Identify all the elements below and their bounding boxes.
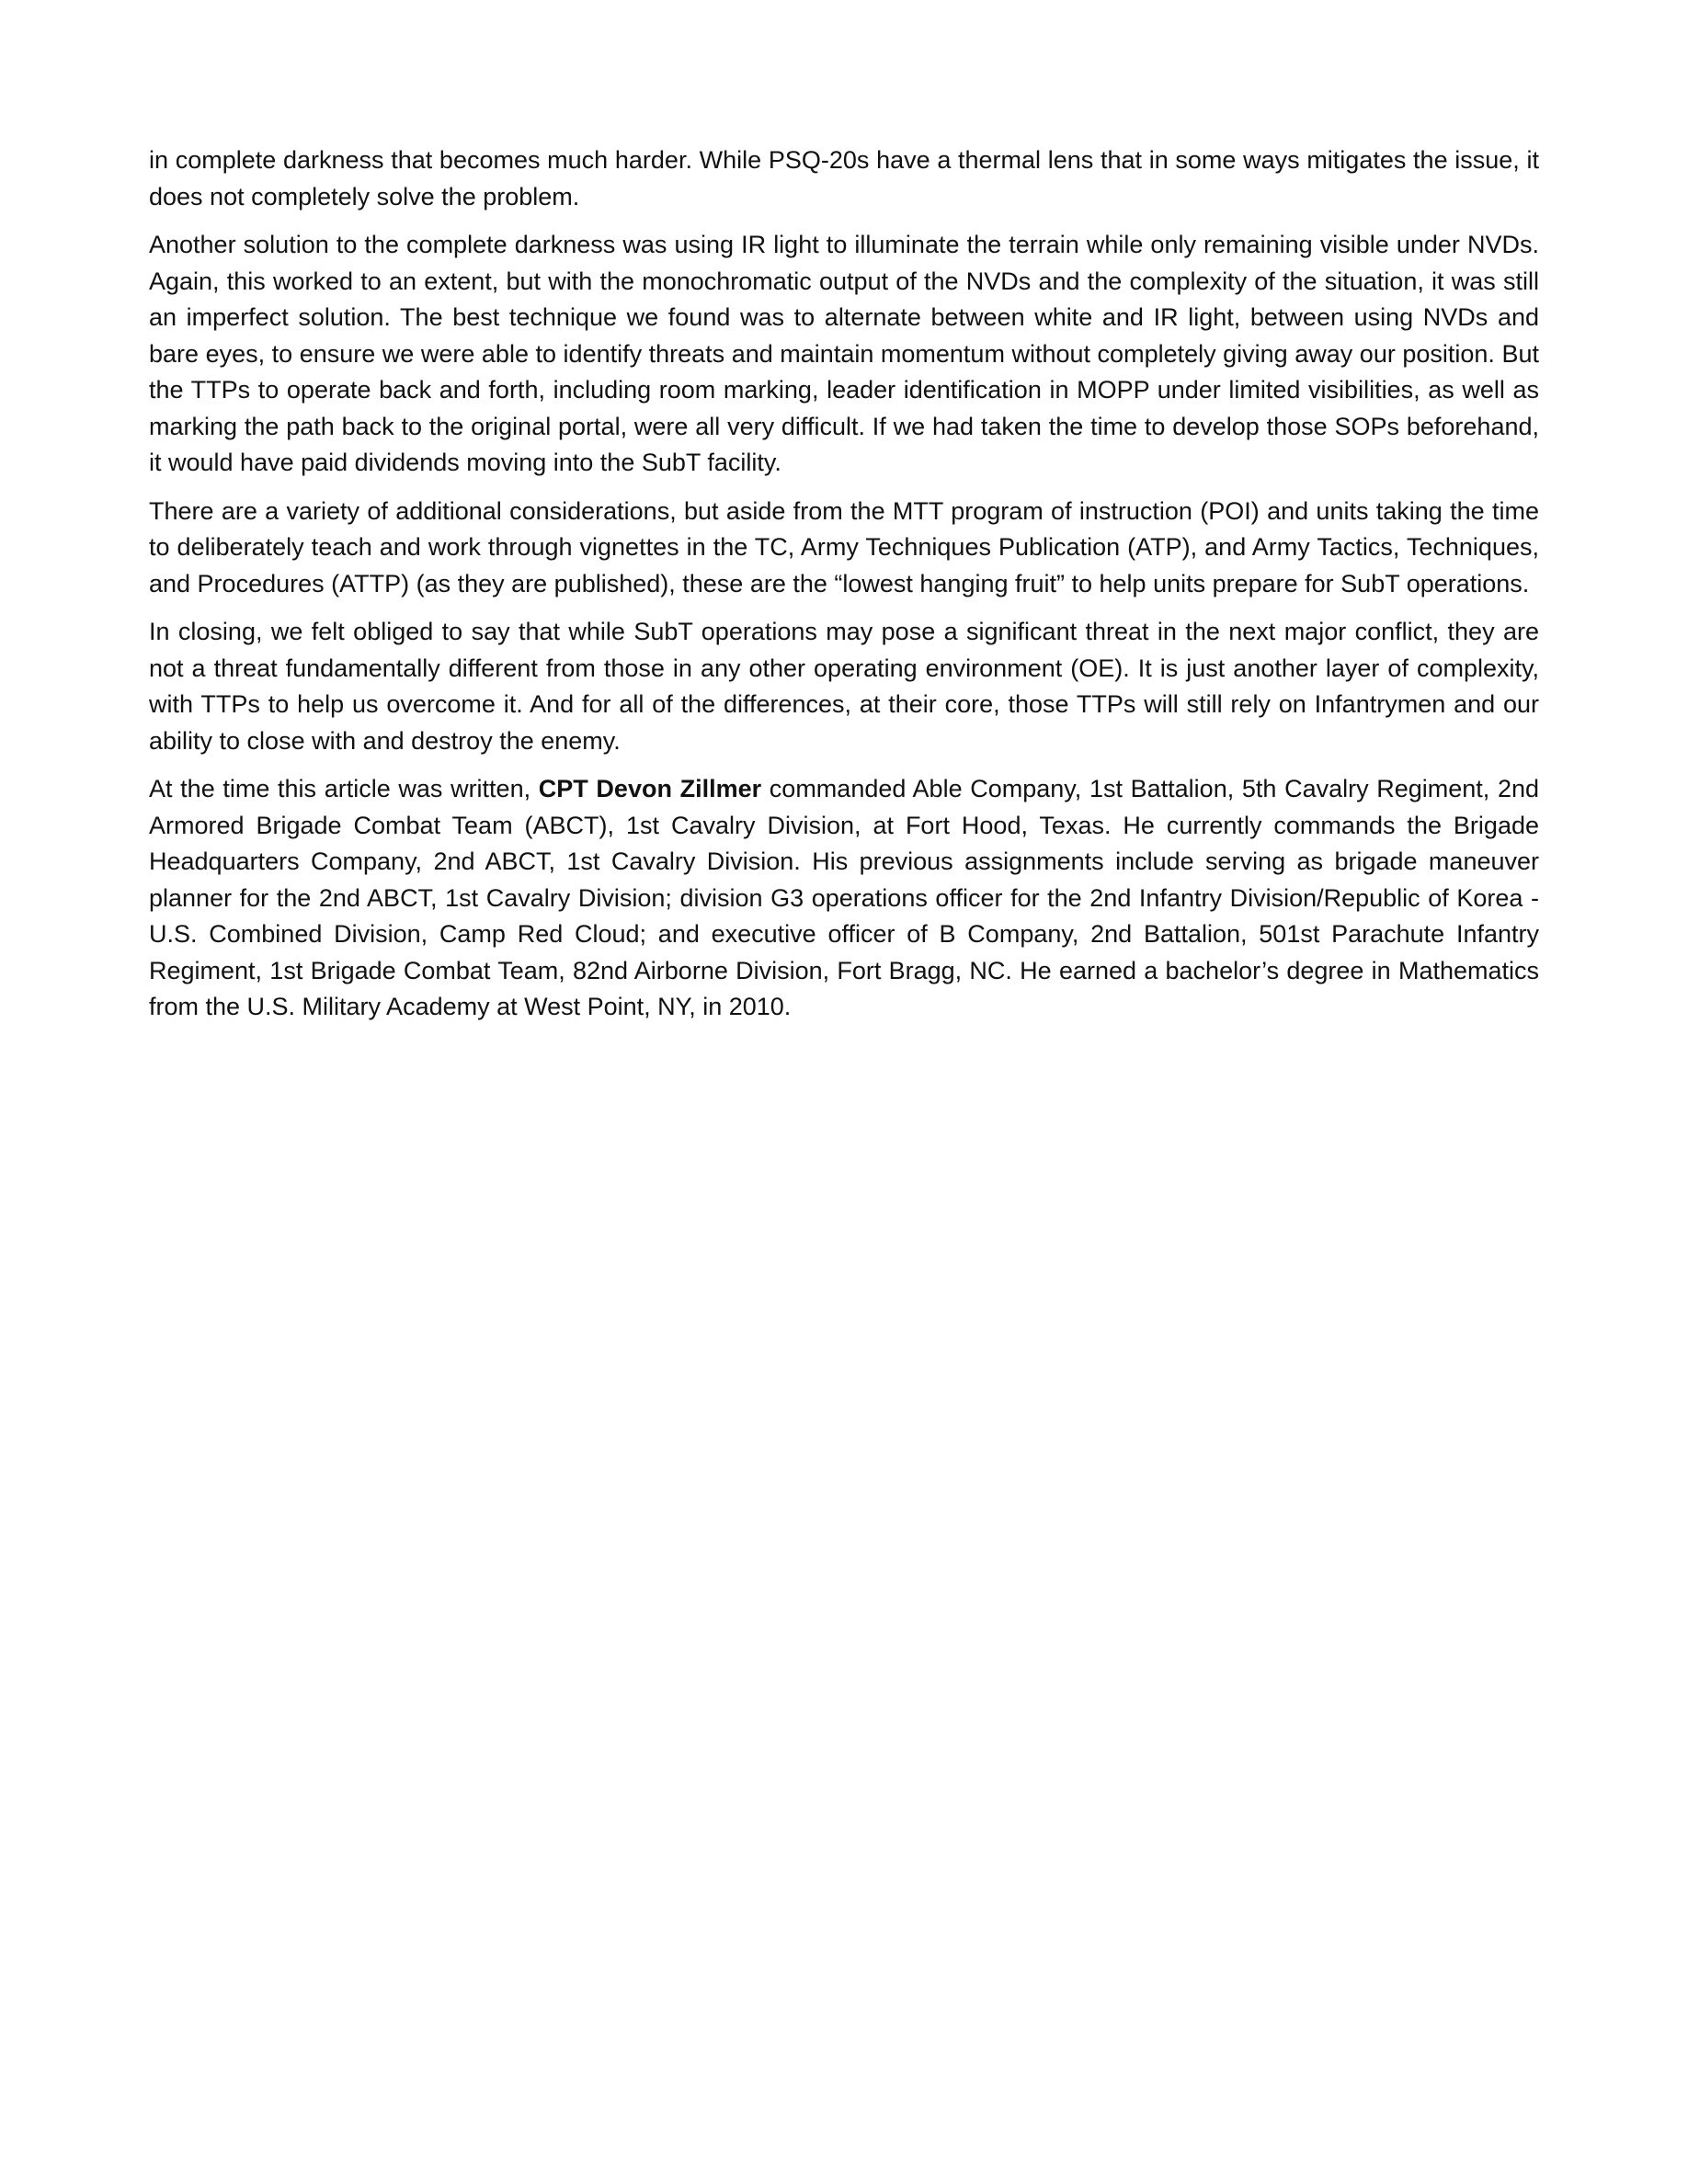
paragraph-additional-considerations: There are a variety of additional considerations, but aside from the MTT program of instruction (POI) and units taking the time to deliberately teach and work through vignettes in the TC, Army Techniques Publication (ATP), and Army Tactics, Techniques, and Procedures (ATTP) (as they are published), these are the “lowest hanging fruit” to help units prepare for SubT operations. [149,496,1539,597]
bio-text: commanded Able Company, 1st Battalion, 5th Cavalry Regiment, 2nd Armored Brigade Combat Team (ABCT), 1st Cavalry Division, at Fort Hood, Texas. He currently commands the Brigade Headquarters Company, 2nd ABCT, 1st Cavalry Division. His previous assignments include serving as brigade maneuver planner for the 2nd ABCT, 1st Cavalry Division; division G3 operations officer for the 2nd Infantry Division/Republic of Korea - U.S. Combined Division, Camp Red Cloud; and executive officer of B Company, 2nd Battalion, 501st Parachute Infantry Regiment, 1st Brigade Combat Team, 82nd Airborne Division, Fort Bragg, NC. He earned a bachelor’s degree in Mathematics from the U.S. Military Academy at West Point, NY, in 2010. [149,775,1540,1020]
article-body [149,142,1539,1038]
author-name: CPT Devon Zillmer [538,775,762,802]
paragraph-thermal-lens: in complete darkness that becomes much harder. While PSQ-20s have a thermal lens that in some ways mitigates the issue, it does not completely solve the problem. [149,146,1539,210]
paragraph-ir-light: Another solution to the complete darkness was using IR light to illuminate the terrain while only remaining visible under NVDs. Again, this worked to an extent, but with the monochromatic output of the NVDs and the complexity of the situation, it was still an imperfect solution. The best technique we found was to alternate between white and IR light, between using NVDs and bare eyes, to ensure we were able to identify threats and maintain momentum without completely giving away our position. But the TTPs to operate back and forth, including room marking, leader identification in MOPP under limited visibilities, as well as marking the path back to the original portal, were all very difficult. If we had taken the time to develop those SOPs beforehand, it would have paid dividends moving into the SubT facility. [149,231,1539,476]
author-bio [149,771,1539,1026]
bio-lead: At the time this article was written, [149,775,539,802]
paragraph-closing: In closing, we felt obliged to say that while SubT operations may pose a significant threat in the next major conflict, they are not a threat fundamentally different from those in any other operating environment (OE). It is just another layer of complexity, with TTPs to help us overcome it. And for all of the differences, at their core, those TTPs will still rely on Infantrymen and our ability to close with and destroy the enemy. [149,618,1539,755]
